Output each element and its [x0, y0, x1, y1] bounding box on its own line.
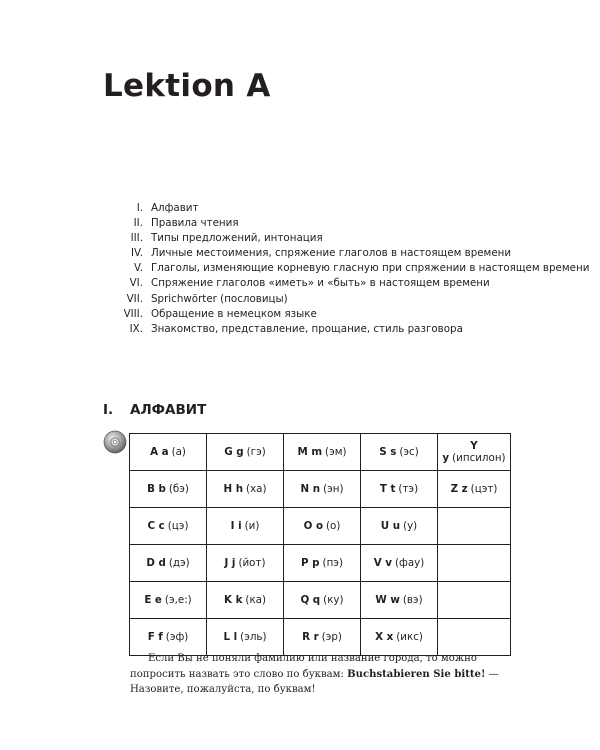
alphabet-cell: [361, 545, 438, 582]
alphabet-cell: [284, 582, 361, 619]
toc-text: Обращение в немецком языке: [151, 307, 317, 320]
alphabet-cell: [284, 508, 361, 545]
letter-pair: W w: [375, 594, 400, 606]
letter-pair: I i: [230, 520, 242, 532]
letter-pair: X x: [375, 631, 394, 643]
alphabet-cell: [130, 508, 207, 545]
letter-pronunciation: (йот): [238, 557, 266, 569]
letter-pronunciation: (и): [244, 520, 260, 532]
letter-pair: E e: [144, 594, 162, 606]
cd-audio-icon[interactable]: [103, 430, 127, 454]
alphabet-cell: [361, 619, 438, 656]
alphabet-row: [130, 508, 511, 545]
alphabet-cell: [438, 619, 511, 656]
toc-item: [100, 231, 589, 246]
note-translation: — Назовите, пожалуйста, по буквам!: [130, 668, 499, 696]
alphabet-cell: [284, 471, 361, 508]
letter-pronunciation: (ха): [246, 483, 267, 495]
alphabet-cell: [130, 582, 207, 619]
letter-pronunciation: (бэ): [168, 483, 189, 495]
alphabet-cell: [361, 508, 438, 545]
toc-item: [100, 322, 589, 337]
letter-pronunciation: (эс): [399, 446, 419, 458]
alphabet-cell: [438, 508, 511, 545]
alphabet-row: [130, 619, 511, 656]
toc-number: VII.: [126, 292, 143, 305]
letter-pronunciation: (тэ): [398, 483, 419, 495]
toc-number: IX.: [129, 322, 143, 335]
letter-pronunciation: (икс): [396, 631, 423, 643]
letter-pair: Q q: [300, 594, 321, 606]
letter-pronunciation: (гэ): [246, 446, 266, 458]
letter-pair: G g: [224, 446, 244, 458]
alphabet-cell: [361, 582, 438, 619]
toc-text: Знакомство, представление, прощание, стиль разговора: [151, 322, 463, 335]
letter-pronunciation: (ка): [245, 594, 266, 606]
letter-pronunciation: (фау): [395, 557, 425, 569]
letter-pronunciation: (ипсилон): [452, 452, 506, 464]
letter-pair: H h: [223, 483, 244, 495]
alphabet-cell: [130, 471, 207, 508]
letter-pronunciation: (дэ): [168, 557, 190, 569]
toc-text: Sprichwörter (пословицы): [151, 292, 288, 305]
alphabet-cell: [438, 471, 511, 508]
alphabet-cell: [207, 471, 284, 508]
alphabet-cell: [284, 434, 361, 471]
toc-number: VI.: [129, 277, 143, 290]
toc-text: Глаголы, изменяющие корневую гласную при спряжении в настоящем времени: [151, 262, 590, 275]
letter-pair: U u: [380, 520, 401, 532]
table-of-contents: [100, 201, 589, 337]
toc-item: [100, 261, 589, 276]
letter-pronunciation: (о): [326, 520, 341, 532]
letter-pair: T t: [379, 483, 396, 495]
alphabet-cell: [207, 545, 284, 582]
letter-pronunciation: (а): [171, 446, 186, 458]
alphabet-cell: [438, 582, 511, 619]
alphabet-row: [130, 471, 511, 508]
letter-pair: C c: [147, 520, 165, 532]
toc-text: Личные местоимения, спряжение глаголов в настоящем времени: [151, 247, 512, 260]
letter-pronunciation: (эль): [240, 631, 267, 643]
letter-pair: O o: [303, 520, 324, 532]
toc-number: III.: [130, 232, 143, 245]
letter-pair: N n: [300, 483, 321, 495]
alphabet-cell: [130, 619, 207, 656]
letter-pronunciation: (у): [403, 520, 418, 532]
toc-item: [100, 216, 589, 231]
alphabet-cell: [284, 545, 361, 582]
toc-item: [100, 201, 589, 216]
alphabet-cell: [361, 434, 438, 471]
alphabet-cell: [130, 434, 207, 471]
alphabet-row: [130, 545, 511, 582]
letter-pronunciation: (эм): [325, 446, 347, 458]
letter-pronunciation: (эф): [165, 631, 189, 643]
letter-pronunciation: (цэ): [167, 520, 189, 532]
letter-pair: Y y: [442, 440, 478, 464]
note-text: Если Вы не поняли фамилию или название города, то можно попросить назвать это слово по буквам:: [130, 653, 477, 680]
letter-pair: K k: [224, 594, 243, 606]
letter-pronunciation: (э,е:): [164, 594, 192, 606]
toc-text: Спряжение глаголов «иметь» и «быть» в настоящем времени: [151, 277, 490, 290]
alphabet-cell: [207, 582, 284, 619]
alphabet-cell: [284, 619, 361, 656]
letter-pair: B b: [147, 483, 166, 495]
letter-pair: L l: [223, 631, 238, 643]
letter-pair: R r: [302, 631, 319, 643]
toc-number: VIII.: [123, 307, 143, 320]
lesson-title: Lektion A: [103, 68, 271, 104]
alphabet-cell: [207, 508, 284, 545]
letter-pronunciation: (ку): [323, 594, 344, 606]
toc-text: Правила чтения: [151, 217, 239, 230]
letter-pair: Z z: [450, 483, 468, 495]
toc-item: [100, 292, 589, 307]
section-title: АЛФАВИТ: [130, 402, 207, 418]
letter-pronunciation: (цэт): [470, 483, 498, 495]
note-phrase: Buchstabieren Sie bitte!: [347, 668, 486, 680]
alphabet-cell: [438, 434, 511, 471]
toc-text: Алфавит: [151, 202, 199, 214]
section-heading: [103, 402, 206, 418]
toc-number: II.: [133, 217, 143, 230]
alphabet-row: [130, 582, 511, 619]
alphabet-cell: [207, 434, 284, 471]
alphabet-row: [130, 434, 511, 471]
toc-number: I.: [136, 202, 143, 214]
toc-item: [100, 307, 589, 322]
toc-number: V.: [134, 262, 143, 275]
toc-text: Типы предложений, интонация: [151, 232, 323, 245]
letter-pronunciation: (вэ): [402, 594, 423, 606]
letter-pair: F f: [147, 631, 163, 643]
letter-pair: A a: [150, 446, 169, 458]
letter-pair: P p: [301, 557, 320, 569]
letter-pronunciation: (пэ): [322, 557, 343, 569]
letter-pronunciation: (эн): [323, 483, 344, 495]
letter-pair: V v: [373, 557, 393, 569]
alphabet-cell: [438, 545, 511, 582]
toc-item: [100, 276, 589, 291]
toc-item: [100, 246, 589, 261]
section-number: I.: [103, 402, 114, 418]
toc-number: IV.: [130, 247, 143, 260]
letter-pair: S s: [379, 446, 397, 458]
letter-pronunciation: (эр): [321, 631, 342, 643]
alphabet-cell: [130, 545, 207, 582]
alphabet-cell: [207, 619, 284, 656]
alphabet-cell: [361, 471, 438, 508]
letter-pair: J j: [224, 557, 236, 569]
spelling-note: [130, 651, 508, 698]
letter-pair: D d: [146, 557, 166, 569]
letter-pair: M m: [297, 446, 323, 458]
alphabet-table: [129, 433, 511, 656]
